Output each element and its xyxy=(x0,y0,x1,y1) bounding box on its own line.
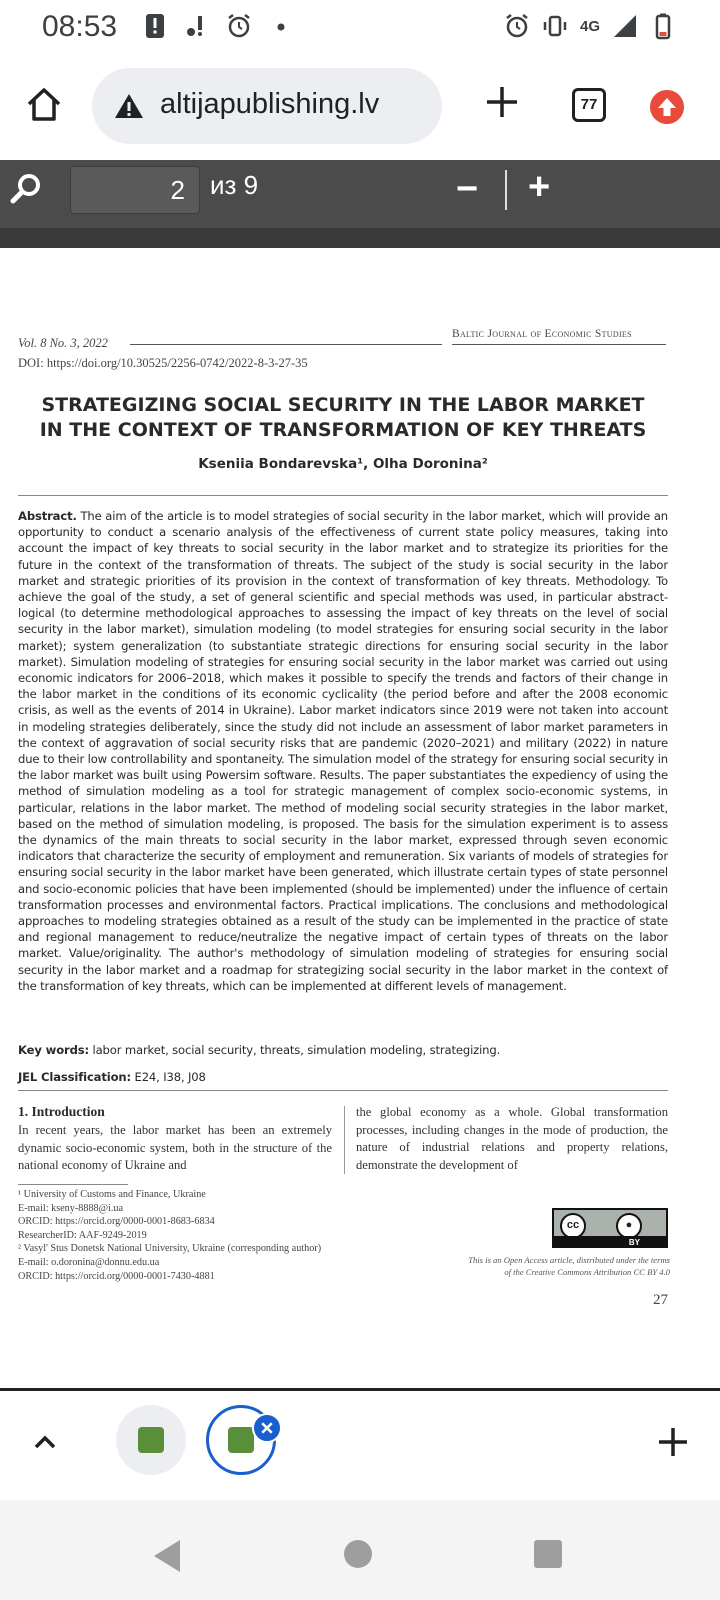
abstract-text: The aim of the article is to model strategies of social security in the labor market, which will provide an opportunity to conduct a scenario analysis of the effectiveness of current state policy measures, taking into account the impact of key threats to social security in the labor market and to strategize its priorities for the future in the context of the transformation of threats. The subject of the study is social security in the labor market and strategic priorities of its provision in the context of transformation of key threats. Methodology. To achieve the goal of the study, a set of general scientific and special methods was used, in particular abstract-logical (to determine methodological approaches to assessing the impact of key threats on the level of social security in the labor market), simulation modeling (to model strategies for ensuring social security in the labor market); system generalization (to substantiate strategic directions for ensuring social security in the labor market). Simulation modeling of strategies for ensuring social security in the labor market was carried out using economic indicators for 2006–2018, which makes it possible to specify the trends and factors of their change in the labor market in the conditions of its economic cyclicality (the period before and after the 2008 economic crisis, as well as the events of 2014 in Ukraine). Labor market indicators since 2019 were not taken into account in modeling strategies deliberately, since the study did not include an assessment of labor market parameters in the context of aggravation of social security risks that are pandemic (2020–2021) and military (2022) in nature due to their low controllability and spontaneity. The simulation model of the strategy for ensuring social security in the labor market was built using Powersim software. Results. The paper substantiates the expediency of using the method of simulation modeling as a tool for strategic management of complex socio-economic systems, in particular, relations in the labor market. The method of modeling social security strategies in the labor market, based on the method of simulation modeling, is proposed. The basis for the simulation experiment is to assess the dynamics of the main threats to social security in the labor market, expressed through seven economic indicators that characterize the security of employment and remuneration. Six variants of models of strategies for ensuring social security in the labor market have been generated, which illustrate certain types of state personnel and socio-economic policies that have been implemented (should be implemented) under the influence of certain transformation processes and environmental factors. Practical implications. The conclusions and methodological approaches to modeling strategies obtained as a result of the study can be implemented in the practice of state and regional management to reduce/neutralize the negative impact of certain types of threats on the labor market. Value/originality. The author's methodology of simulation modeling of strategies for ensuring social security in the labor market and a roadmap for strategizing social security in the labor market in the context of the transformation of key threats, which can be implemented at different levels of management. xyxy=(18,509,668,993)
intro-column-left: In recent years, the labor market has been an extremely dynamic socio-economic system, both in the structure of the national economy of Ukraine and xyxy=(18,1123,332,1172)
battery-icon xyxy=(650,12,676,40)
close-tab-icon[interactable] xyxy=(252,1413,282,1443)
keywords-text: labor market, social security, threats, simulation modeling, strategizing. xyxy=(92,1043,501,1057)
home-nav-icon[interactable] xyxy=(344,1540,372,1568)
tab-switcher-button[interactable]: 77 xyxy=(572,88,606,122)
back-icon[interactable] xyxy=(150,1538,184,1574)
article-title xyxy=(0,393,686,443)
system-nav-bar xyxy=(0,1500,720,1600)
status-time: 08:53 xyxy=(42,10,118,43)
license-line-2: of the Creative Commons Attribution CC BY 4.0 xyxy=(504,1267,670,1277)
section-heading: 1. Introduction xyxy=(18,1104,105,1119)
journal-rule xyxy=(452,344,666,345)
jel-label: JEL Classification: xyxy=(18,1070,131,1084)
footnote-line: E-mail: kseny-8888@i.ua xyxy=(18,1202,124,1214)
toolbar-shadow xyxy=(0,228,720,248)
title-line-2: IN THE CONTEXT OF TRANSFORMATION OF KEY THREATS xyxy=(39,419,647,441)
address-bar[interactable] xyxy=(92,68,442,144)
footnote-rule xyxy=(18,1184,128,1185)
vibrate-icon xyxy=(542,12,568,40)
home-icon[interactable] xyxy=(24,84,64,124)
abstract-bottom-rule xyxy=(18,1090,668,1091)
journal-name: Baltic Journal of Economic Studies xyxy=(452,328,632,340)
dot-icon xyxy=(268,12,294,40)
tab-thumbnail[interactable] xyxy=(116,1405,186,1475)
abstract xyxy=(18,508,668,994)
system-icons xyxy=(504,12,676,40)
footnote-line: ResearcherID: AAF-9249-2019 xyxy=(18,1229,147,1241)
warning-icon[interactable] xyxy=(114,92,144,120)
page-number: 27 xyxy=(653,1292,668,1308)
abstract-top-rule xyxy=(18,495,668,496)
alarm-clock-icon xyxy=(504,12,530,40)
footnote-line: E-mail: o.doronina@donnu.edu.ua xyxy=(18,1256,160,1268)
page-number-input[interactable]: 2 xyxy=(70,166,200,214)
signal-alert-icon xyxy=(184,12,210,40)
jel-text: E24, I38, J08 xyxy=(134,1070,206,1084)
keywords-label: Key words: xyxy=(18,1043,89,1057)
alert-notification-icon xyxy=(142,12,168,40)
pdf-toolbar xyxy=(0,160,720,248)
license-code: BY xyxy=(628,1238,640,1247)
title-line-1: STRATEGIZING SOCIAL SECURITY IN THE LABOR MARKET xyxy=(41,394,645,416)
header-rule xyxy=(130,344,442,345)
notification-icons xyxy=(142,12,294,40)
badge-strip xyxy=(554,1236,666,1246)
intro-column-right: the global economy as a whole. Global transformation processes, including changes in the mode of production, the nature of industrial relations and property relations, demonstrate the development of xyxy=(356,1105,668,1172)
update-icon[interactable] xyxy=(650,90,684,124)
keywords xyxy=(18,1043,668,1057)
site-favicon-icon xyxy=(138,1427,164,1453)
attribution-icon: ● xyxy=(616,1213,642,1239)
recents-icon[interactable] xyxy=(534,1540,562,1568)
footnote-line: ORCID: https://orcid.org/0000-0001-8683-6834 xyxy=(18,1216,215,1228)
cell-signal-icon xyxy=(612,12,638,40)
column-divider xyxy=(344,1106,345,1174)
chevron-up-icon[interactable] xyxy=(30,1427,60,1457)
license-note xyxy=(420,1254,670,1278)
authors: Kseniia Bondarevska¹, Olha Doronina² xyxy=(198,456,488,472)
abstract-label: Abstract. xyxy=(18,509,77,523)
search-icon[interactable] xyxy=(8,170,46,208)
add-tab-icon[interactable] xyxy=(656,1425,690,1459)
footnote-line: ² Vasyl' Stus Donetsk National University, Ukraine (corresponding author) xyxy=(18,1243,322,1255)
page-total-label: из 9 xyxy=(210,170,259,200)
tab-strip xyxy=(0,1388,720,1500)
footnote-line: ORCID: https://orcid.org/0000-0001-7430-4881 xyxy=(18,1270,215,1282)
license-line-1: This is an Open Access article, distributed under the terms xyxy=(468,1255,670,1265)
browser-toolbar xyxy=(0,54,720,158)
alarm-clock-icon xyxy=(226,12,252,40)
zoom-divider xyxy=(505,170,507,210)
zoom-out-button[interactable]: − xyxy=(456,168,479,210)
site-favicon-icon xyxy=(228,1427,254,1453)
status-bar xyxy=(0,0,720,54)
url-text[interactable]: altijapublishing.lv xyxy=(160,88,380,120)
network-type: 4G xyxy=(579,17,600,35)
new-tab-icon[interactable] xyxy=(484,84,520,120)
doi: DOI: https://doi.org/10.30525/2256-0742/2022-8-3-27-35 xyxy=(18,356,308,370)
zoom-in-button[interactable]: + xyxy=(528,166,551,208)
footnote-line: ¹ University of Customs and Finance, Ukraine xyxy=(18,1189,206,1200)
cc-icon: cc xyxy=(560,1213,586,1239)
pdf-page[interactable] xyxy=(0,248,720,1388)
jel-classification xyxy=(18,1070,668,1084)
volume-info: Vol. 8 No. 3, 2022 xyxy=(18,336,108,350)
footnotes xyxy=(18,1188,378,1283)
creative-commons-badge xyxy=(552,1208,668,1248)
